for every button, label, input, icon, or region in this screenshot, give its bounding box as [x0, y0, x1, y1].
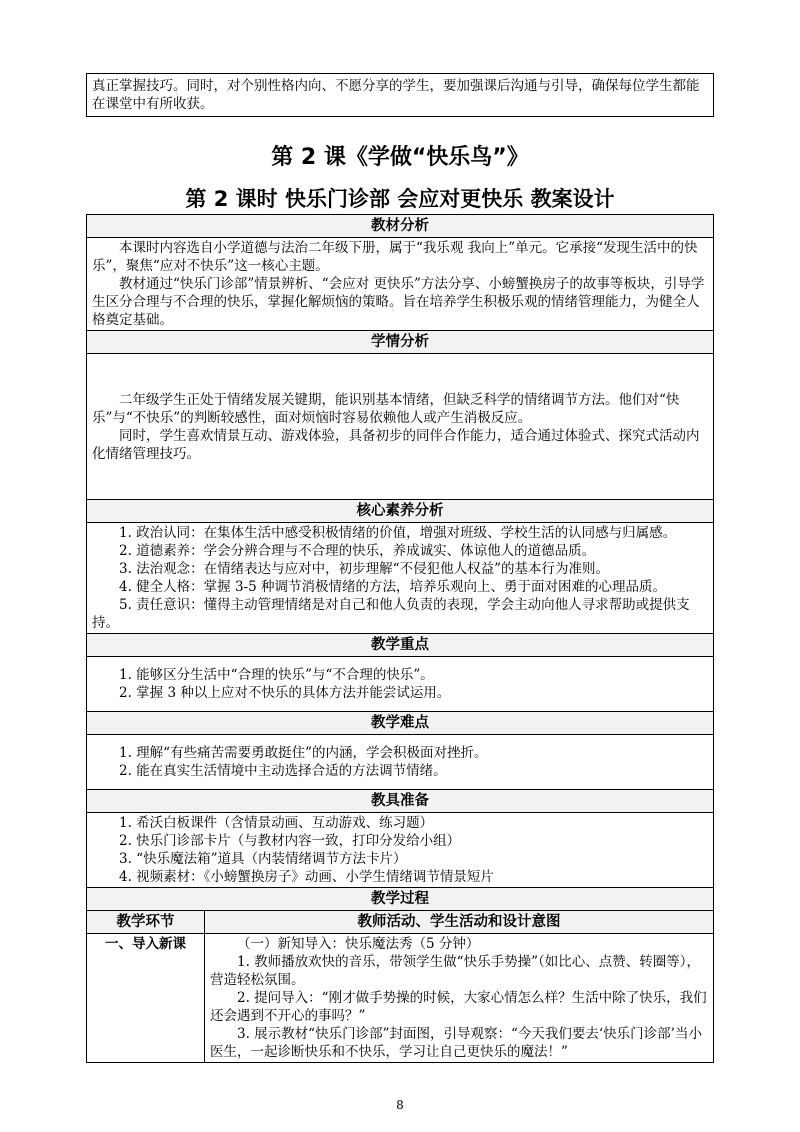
- students-heading: 学情分析: [87, 331, 714, 354]
- tool-item: 3. “快乐魔法箱”道具（内装情绪调节方法卡片）: [119, 851, 407, 867]
- tool-item: 1. 希沃白板课件（含情景动画、互动游戏、练习题）: [119, 815, 434, 831]
- students-para: 二年级学生正处于情绪发展关键期，能识别基本情绪，但缺乏科学的情绪调节方法。他们对“快乐”与“不快乐”的判断较感性，面对烦恼时容易依赖他人或产生消极反应。: [92, 391, 680, 426]
- keypoint-item: 2. 掌握 3 种以上应对不快乐的具体方法并能尝试运用。: [119, 685, 451, 701]
- difficulty-item: 2. 能在真实生活情境中主动选择合适的方法调节情绪。: [119, 763, 447, 779]
- carryover-table: [86, 73, 714, 117]
- literacy-heading: 核心素养分析: [87, 500, 714, 523]
- keypoint-item: 1. 能够区分生活中“合理的快乐”与“不合理的快乐”。: [119, 667, 434, 683]
- material-para: 本课时内容选自小学道德与法治二年级下册，属于“我乐观 我向上”单元。它承接“发现生活中的快乐”，聚焦“应对不快乐”这一核心主题。: [92, 240, 698, 274]
- keypoints-heading: 教学重点: [87, 634, 714, 657]
- difficulty-item: 1. 理解“有些痛苦需要勇敢挺住”的内涵，学会积极面对挫折。: [119, 745, 488, 761]
- material-content: [87, 238, 714, 331]
- literacy-item: 2. 道德素养：学会分辨合理与不合理的快乐，养成诚实、体谅他人的道德品质。: [119, 543, 596, 559]
- stage-intro-para: 3. 展示教材“快乐门诊部”封面图，引导观察：“今天我们要去‘快乐门诊部’当小医生，一起诊断快乐和不快乐，学习让自己更快乐的魔法！”: [210, 1026, 702, 1060]
- lesson-plan-table: [86, 214, 714, 1063]
- process-col-activities: 教师活动、学生活动和设计意图: [205, 911, 714, 934]
- tool-item: 4. 视频素材：《小螃蟹换房子》动画、小学生情绪调节情景短片: [119, 869, 494, 885]
- difficulties-heading: 教学难点: [87, 712, 714, 735]
- stage-intro-para: 2. 提问导入：“刚才做手势操的时候，大家心情怎么样？生活中除了快乐，我们还会遇到不开心的事吗？”: [210, 990, 707, 1024]
- keypoints-content: [87, 657, 714, 712]
- tools-heading: 教具准备: [87, 790, 714, 813]
- page-number: 8: [396, 1098, 404, 1112]
- process-heading: 教学过程: [87, 888, 714, 911]
- tool-item: 2. 快乐门诊部卡片（与教材内容一致，打印分发给小组）: [119, 833, 461, 849]
- carryover-text: 真正掌握技巧。同时，对个别性格内向、不愿分享的学生，要加强课后沟通与引导，确保每位学生都能在课堂中有所收获。: [87, 74, 714, 117]
- literacy-item: 1. 政治认同：在集体生活中感受积极情绪的价值，增强对班级、学校生活的认同感与归属感。: [119, 525, 677, 541]
- students-content: [87, 354, 714, 500]
- lesson-title: 第 2 课《学做“快乐鸟”》: [271, 145, 529, 170]
- material-heading: 教材分析: [87, 215, 714, 238]
- material-para: 教材通过“快乐门诊部”情景辨析、“会应对 更快乐”方法分享、小螃蟹换房子的故事等板块，引导学生区分合理与不合理的快乐，掌握化解烦恼的策略。旨在培养学生积极乐观的情绪管理能力，为健全人格奠定基础。: [92, 276, 705, 328]
- students-para: 同时，学生喜欢情景互动、游戏体验，具备初步的同伴合作能力，适合通过体验式、探究式活动内化情绪管理技巧。: [92, 427, 700, 462]
- tools-content: [87, 813, 714, 888]
- stage-intro: 一、导入新课: [87, 934, 205, 1063]
- literacy-item: 3. 法治观念：在情绪表达与应对中，初步理解“不侵犯他人权益”的基本行为准则。: [119, 561, 609, 577]
- process-col-stage: 教学环节: [87, 911, 205, 934]
- literacy-item: 5. 责任意识：懂得主动管理情绪是对自己和他人负责的表现，学会主动向他人寻求帮助或提供支持。: [92, 597, 690, 631]
- lesson-subtitle: 第 2 课时 快乐门诊部 会应对更快乐 教案设计: [185, 187, 615, 211]
- literacy-content: [87, 523, 714, 634]
- literacy-item: 4. 健全人格：掌握 3-5 种调节消极情绪的方法，培养乐观向上、勇于面对困难的心理品质。: [119, 579, 666, 595]
- stage-intro-title: （一）新知导入：快乐魔法秀（5 分钟）: [237, 936, 480, 952]
- stage-intro-para: 1. 教师播放欢快的音乐，带领学生做“快乐手势操”（如比心、点赞、转圈等），营造轻松氛围。: [210, 954, 700, 988]
- difficulties-content: [87, 735, 714, 790]
- stage-intro-content: [205, 934, 714, 1063]
